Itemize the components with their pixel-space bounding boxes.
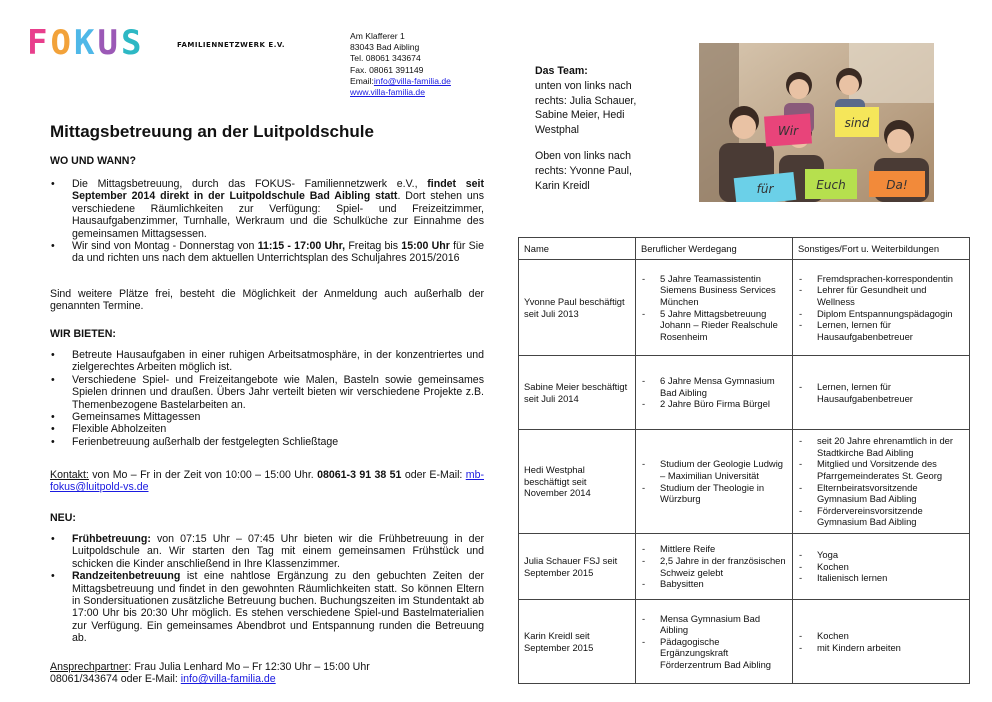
table-row bbox=[519, 600, 970, 684]
email-prefix: Email: bbox=[350, 75, 374, 86]
heading-wo-und-wann: WO UND WANN? bbox=[50, 155, 136, 167]
page-title: Mittagsbetreuung an der Luitpoldschule bbox=[50, 122, 374, 141]
bold-text: 11:15 - 17:00 Uhr, bbox=[257, 240, 346, 253]
table-row bbox=[519, 534, 970, 600]
table-header-row bbox=[519, 238, 970, 260]
cell-other bbox=[793, 534, 970, 600]
text: Freitag bis bbox=[345, 240, 402, 253]
cell-career bbox=[636, 600, 793, 684]
contact-mid: oder E-Mail: bbox=[401, 469, 466, 481]
list-item bbox=[50, 533, 484, 570]
list-item bbox=[50, 178, 484, 240]
list-item: - 5 Jahre Mittagsbetreuung Johann – Rieder Realschule Rosenheim bbox=[641, 308, 787, 343]
address-block bbox=[350, 31, 451, 98]
bold-text: Frühbetreuung: bbox=[72, 533, 151, 545]
list-item: - 6 Jahre Mensa Gymnasium Bad Aibling bbox=[641, 375, 787, 398]
other-list bbox=[798, 273, 964, 343]
logo-letter: K bbox=[73, 23, 95, 63]
logo-letter: F bbox=[27, 23, 48, 63]
list-item: - Mensa Gymnasium Bad Aibling bbox=[641, 613, 787, 636]
list-item: - Lernen, lernen für Hausaufgabenbetreuer bbox=[798, 319, 964, 342]
neu-list bbox=[50, 533, 484, 645]
list-item: - Lernen, lernen für Hausaufgabenbetreuer bbox=[798, 381, 964, 404]
partner-email-link[interactable]: info@villa-familia.de bbox=[180, 673, 276, 686]
partner-phone: 08061/343674 oder E-Mail: bbox=[50, 673, 181, 686]
text: Wir sind von Montag - Donnerstag von bbox=[72, 240, 258, 253]
table-row bbox=[519, 356, 970, 430]
other-list bbox=[798, 435, 964, 528]
address-street: Am Klafferer 1 bbox=[350, 31, 405, 41]
address-fax: Fax. 08061 391149 bbox=[350, 64, 424, 75]
list-item: - 5 Jahre Teamassistentin Siemens Business Services München bbox=[641, 273, 787, 308]
cell-other bbox=[793, 430, 970, 534]
team-bottom-row: unten von links nach rechts: Julia Schauer, Sabine Meier, Hedi Westphal bbox=[535, 79, 637, 137]
cell-career bbox=[636, 534, 793, 600]
list-item: - 2 Jahre Büro Firma Bürgel bbox=[641, 398, 787, 410]
list-item: - 2,5 Jahre in der französischen Schweiz gelebt bbox=[641, 555, 787, 578]
team-top-row: Oben von links nach rechts: Yvonne Paul, Karin Kreidl bbox=[535, 149, 632, 192]
list-item: - Fremdsprachen-korrespondentin bbox=[798, 273, 964, 285]
text: Die Mittagsbetreuung, durch das FOKUS- Familiennetzwerk e.V., bbox=[72, 178, 428, 190]
list-item: - Mittlere Reife bbox=[641, 543, 787, 555]
column-header: Name bbox=[519, 238, 636, 260]
list-item: - Mitglied und Vorsitzende des Pfarrgemeinderates St. Georg bbox=[798, 458, 964, 481]
list-item: - Studium der Geologie Ludwig – Maximilian Universität bbox=[641, 458, 787, 481]
cell-name: Hedi Westphal beschäftigt seit November 2014 bbox=[519, 430, 636, 534]
team-caption bbox=[535, 64, 655, 193]
list-item: • Ferienbetreuung außerhalb der festgelegten Schließtage bbox=[50, 436, 484, 448]
list-item: - Elternbeiratsvorsitzende Gymnasium Bad Aibling bbox=[798, 482, 964, 505]
fokus-logo bbox=[27, 23, 286, 63]
logo-letter: S bbox=[120, 23, 142, 63]
heading-wir-bieten: WIR BIETEN: bbox=[50, 328, 116, 340]
text: von 07:15 Uhr – 07:45 Uhr bieten wir die Frühbetreuung in der Luitpoldschule an. Wir starten den Tag mit einem gemeinsamen Frühstück und schicken die Kinder anschließend in Ihre Klassenzimmer. bbox=[72, 533, 484, 570]
list-item: - Fördervereinsvorsitzende Gymnasium Bad Aibling bbox=[798, 505, 964, 528]
list-item bbox=[50, 570, 484, 644]
sign-text: Euch bbox=[816, 178, 846, 192]
team-photo-illustration bbox=[699, 43, 934, 202]
cell-other bbox=[793, 356, 970, 430]
other-list bbox=[798, 630, 964, 653]
bold-text: 15:00 Uhr bbox=[401, 240, 450, 253]
list-item: - Kochen bbox=[798, 630, 964, 642]
list-item: • Verschiedene Spiel- und Freizeitangebote wie Malen, Basteln sowie gemeinsames Spielen drinnen und draußen. Übers Jahr verteilt bieten wir verschiedene Projekte z.B. Themenbezogene Bastelarbeiten an. bbox=[50, 374, 484, 411]
staff-table bbox=[518, 237, 970, 684]
cell-other bbox=[793, 600, 970, 684]
career-list bbox=[641, 273, 787, 343]
cell-career bbox=[636, 260, 793, 356]
partner-line bbox=[50, 661, 484, 686]
text: für Sie da und richten uns nach dem aktuellen Unterrichtsplan des Schuljahres 2015/2016 bbox=[72, 240, 484, 265]
other-list bbox=[798, 381, 964, 404]
list-item bbox=[50, 240, 484, 265]
list-item: - Pädagogische Ergänzungskraft Förderzentrum Bad Aibling bbox=[641, 636, 787, 671]
list-item: - mit Kindern arbeiten bbox=[798, 642, 964, 654]
logo-letter: U bbox=[97, 23, 118, 63]
table-row bbox=[519, 260, 970, 356]
list-item: - Italienisch lernen bbox=[798, 572, 964, 584]
staff-table-body bbox=[519, 260, 970, 684]
partner-label: Ansprechpartner bbox=[50, 661, 129, 673]
address-city: 83043 Bad Aibling bbox=[350, 42, 420, 53]
wir-bieten-list bbox=[50, 349, 484, 448]
cell-career bbox=[636, 356, 793, 430]
career-list bbox=[641, 613, 787, 671]
list-item: - Yoga bbox=[798, 549, 964, 561]
text: ist eine nahtlose Ergänzung zu den gebuchten Zeiten der Mittagsbetreuung und findet in den gewohnten Räumlichkeiten statt. So können Eltern in Sondersituationen zusätzliche Betreuung buchen. Buchungszeiten im Stundentakt ab 17:00 Uhr bis 20:30 Uhr möglich. Es stehen verschiedene Spiel-und Bastelmaterialien zur Verfügung. Ein gemeinsames Abendbrot und Entspannung runden die Betreuung ab. bbox=[72, 570, 484, 645]
cell-name: Julia Schauer FSJ seit September 2015 bbox=[519, 534, 636, 600]
cell-name: Sabine Meier beschäftigt seit Juli 2014 bbox=[519, 356, 636, 430]
address-tel: Tel. 08061 343674 bbox=[350, 53, 421, 64]
career-list bbox=[641, 458, 787, 504]
list-item: - seit 20 Jahre ehrenamtlich in der Stadtkirche Bad Aibling bbox=[798, 435, 964, 458]
list-item: - Kochen bbox=[798, 561, 964, 573]
address-email-line bbox=[350, 76, 451, 87]
sign-text: Da! bbox=[886, 178, 908, 192]
column-header: Beruflicher Werdegang bbox=[636, 238, 793, 260]
list-item: - Lehrer für Gesundheit und Wellness bbox=[798, 284, 964, 307]
list-item: - Diplom Entspannungspädagogin bbox=[798, 308, 964, 320]
list-item: - Babysitten bbox=[641, 578, 787, 590]
cell-career bbox=[636, 430, 793, 534]
sign-text: sind bbox=[844, 116, 870, 130]
logo-subtitle: FAMILIENNETZWERK E.V. bbox=[177, 41, 286, 49]
email-link[interactable]: info@villa-familia.de bbox=[373, 75, 451, 86]
availability-note: Sind weitere Plätze frei, besteht die Möglichkeit der Anmeldung auch außerhalb der genannten Termine. bbox=[50, 288, 484, 313]
career-list bbox=[641, 375, 787, 410]
list-item: • Gemeinsames Mittagessen bbox=[50, 411, 484, 423]
text: . Dort stehen uns verschiedene Räumlichkeiten zur Verfügung: Spiel- und Freizeitzimmer, Hausaufgabenzimmer, Turnhalle, Werkraum und die Schulküche zur Einnahme des gemeinsamen Mittagsessen. bbox=[72, 190, 484, 240]
other-list bbox=[798, 549, 964, 584]
team-heading: Das Team: bbox=[535, 65, 588, 77]
logo-letter: O bbox=[50, 23, 71, 63]
cell-name: Yvonne Paul beschäftigt seit Juli 2013 bbox=[519, 260, 636, 356]
team-photo bbox=[699, 43, 934, 202]
list-item: - Studium der Theologie in Würzburg bbox=[641, 482, 787, 505]
table-row bbox=[519, 430, 970, 534]
list-item: • Betreute Hausaufgaben in einer ruhigen Arbeitsatmosphäre, in der konzentriertes und zielgerechtes Arbeiten möglich ist. bbox=[50, 349, 484, 374]
heading-neu: NEU: bbox=[50, 512, 76, 524]
contact-phone: 08061-3 91 38 51 bbox=[317, 469, 402, 481]
contact-text: von Mo – Fr in der Zeit von 10:00 – 15:00 Uhr. bbox=[88, 469, 314, 481]
column-header: Sonstiges/Fort u. Weiterbildungen bbox=[793, 238, 970, 260]
bold-text: Randzeitenbetreuung bbox=[72, 570, 181, 583]
list-item: • Flexible Abholzeiten bbox=[50, 423, 484, 435]
bold-text: findet seit September 2014 direkt in der Luitpoldschule Bad Aibling statt bbox=[72, 178, 485, 203]
sign-text: Wir bbox=[777, 124, 799, 138]
cell-other bbox=[793, 260, 970, 356]
address-web-line bbox=[350, 87, 451, 98]
cell-name: Karin Kreidl seit September 2015 bbox=[519, 600, 636, 684]
sign-text: für bbox=[756, 182, 774, 196]
career-list bbox=[641, 543, 787, 589]
wo-und-wann-list bbox=[50, 178, 484, 265]
contact-email-link[interactable]: mb-fokus@luitpold-vs.de bbox=[50, 469, 484, 494]
contact-label: Kontakt: bbox=[50, 469, 89, 481]
website-link[interactable]: www.villa-familia.de bbox=[350, 87, 425, 98]
contact-line bbox=[50, 469, 484, 494]
partner-text: : Frau Julia Lenhard Mo – Fr 12:30 Uhr – 15:00 Uhr bbox=[128, 661, 370, 673]
